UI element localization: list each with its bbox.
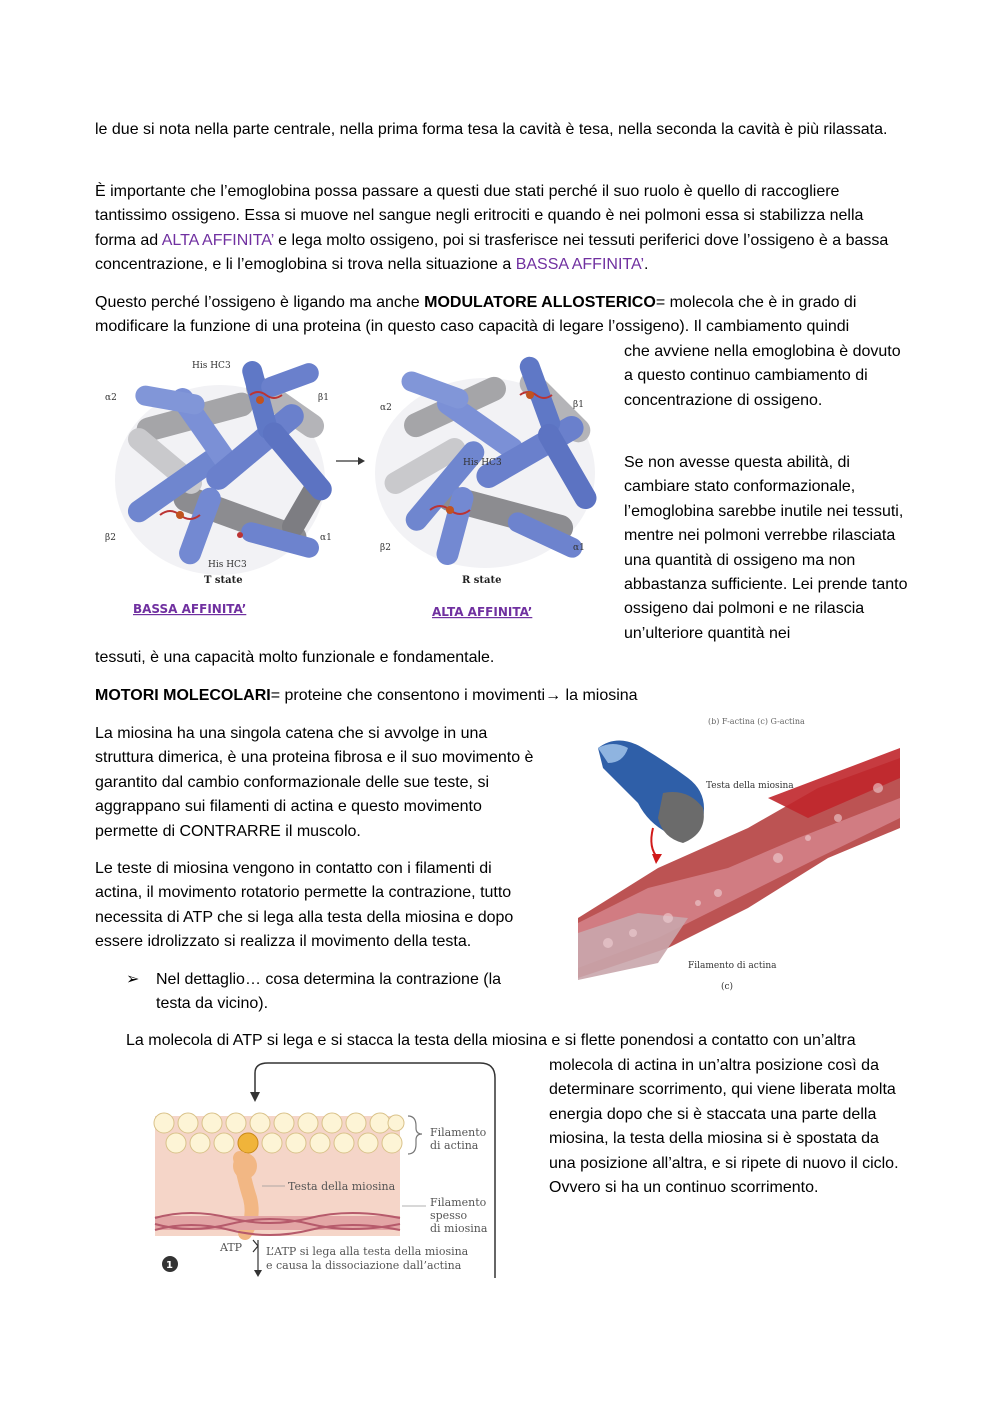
paragraph-6: La miosina ha una singola catena che si avvolge in una struttura dimerica, è una proteina fibrosa e il suo movimento è garantito dal cambio conformazionale delle sue teste, si aggrappano sui filamenti di actina e questo movimento permette di CONTRARRE il muscolo. bbox=[95, 725, 534, 840]
paragraph-2-text-a: È importante che l’emoglobina possa passare a questi due stati perché il suo ruolo è quello di raccogliere tantissimo ossigeno. Essa si muove nel sangue negli eritrociti e quando è nei polmoni essa si stabilizza nella forma ad bbox=[95, 183, 864, 249]
paragraph-7: Le teste di miosina vengono in contatto con i filamenti di actina, il movimento rotatorio permette la contrazione, tutto necessita di ATP che si lega alla testa della miosina e dopo essere idrolizzato si realizza il movimento della testa. bbox=[95, 860, 514, 951]
actin-label-line2: di actina bbox=[430, 1139, 479, 1152]
alpha1-label: α1 bbox=[320, 533, 332, 543]
step-caption-line1: L’ATP si lega alla testa della miosina bbox=[266, 1245, 469, 1258]
paragraph-4-end: tessuti, è una capacità molto funzionale e fondamentale. bbox=[95, 649, 495, 666]
paragraph-5-text-b: = proteine che consentono i movimenti bbox=[270, 687, 546, 704]
paragraph-3-text-a: Questo perché l’ossigeno è ligando ma anche bbox=[95, 294, 425, 311]
paragraph-2 bbox=[95, 180, 905, 278]
hemoglobin-states-figure bbox=[100, 355, 615, 630]
paragraph-3-continuation: che avviene nella emoglobina è dovuto a questo continuo cambiamento di concentrazione di ossigeno. bbox=[624, 343, 901, 409]
bassa-affinita-term: BASSA AFFINITA’ bbox=[515, 256, 645, 274]
bullet-arrow-icon: ➢ bbox=[126, 971, 140, 988]
paragraph-8: La molecola di ATP si lega e si stacca la testa della miosina e si flette ponendosi a contatto con un’altra bbox=[126, 1032, 856, 1049]
atp-label: ATP bbox=[220, 1241, 243, 1254]
alta-affinita-label: ALTA AFFINITA’ bbox=[432, 605, 533, 619]
r-alpha2-label: α2 bbox=[380, 403, 392, 413]
bassa-affinita-label: BASSA AFFINITA’ bbox=[133, 602, 247, 616]
actin-label-line1: Filamento bbox=[430, 1126, 487, 1139]
r-his-hc3-label: His HC3 bbox=[463, 458, 502, 468]
r-beta1-label: β1 bbox=[573, 400, 584, 410]
alta-affinita-term: ALTA AFFINITA’ bbox=[161, 231, 274, 249]
alpha2-label: α2 bbox=[105, 393, 117, 403]
thick-label-line3: di miosina bbox=[430, 1222, 488, 1235]
r-beta2-label: β2 bbox=[380, 543, 391, 553]
paragraph-5-text-c: la miosina bbox=[561, 687, 638, 704]
actin-filament-label: Filamento di actina bbox=[688, 961, 777, 971]
step-caption-line2: e causa la dissociazione dall’actina bbox=[266, 1259, 462, 1272]
t-state-molecule bbox=[115, 359, 336, 575]
paragraph-3 bbox=[95, 291, 905, 340]
paragraph-4: Se non avesse questa abilità, di cambiare stato conformazionale, l’emoglobina sarebbe inutile nei tessuti, mentre nei polmoni verrebbe rilasciata una quantità di ossigeno ma non abbastanza sufficiente. Lei prende tanto ossigeno dai polmoni e ne rilascia un’ulteriore quantità nei bbox=[624, 454, 908, 642]
t-state-label: T state bbox=[204, 575, 243, 586]
step-number: 1 bbox=[166, 1260, 173, 1271]
thick-label-line1: Filamento bbox=[430, 1196, 487, 1209]
paragraph-3-text-c: = molecola che è in grado di modificare la funzione di una proteina (in questo caso capacità di legare l’ossigeno). Il cambiamento quindi bbox=[95, 294, 857, 336]
paragraph-2-text-c: e lega molto ossigeno, poi si trasferisce nei tessuti periferici dove l’ossigeno è a bassa concentrazione, e li l’emoglobina si trova nella situazione a bbox=[95, 231, 889, 274]
myosin-actin-figure bbox=[578, 718, 900, 998]
paragraph-1: le due si nota nella parte centrale, nella prima forma tesa la cavità è tesa, nella seconda la cavità è più rilassata. bbox=[95, 121, 888, 138]
motori-molecolari-term: MOTORI MOLECOLARI bbox=[95, 687, 271, 704]
myosin-figure-header: (b) F-actina (c) G-actina bbox=[708, 718, 805, 726]
myosin-cycle-figure bbox=[150, 1058, 500, 1280]
paragraph-5 bbox=[95, 684, 905, 708]
his-hc3-top-label: His HC3 bbox=[192, 361, 231, 371]
right-arrow-icon: → bbox=[545, 687, 562, 704]
myosin-head-label: Testa della miosina bbox=[706, 781, 794, 791]
paragraph-2-text-e: . bbox=[644, 256, 649, 274]
myosin-head-label-cycle: Testa della miosina bbox=[288, 1180, 396, 1193]
bullet-item: Nel dettaglio… cosa determina la contrazione (la testa da vicino). bbox=[156, 971, 502, 1013]
beta2-label: β2 bbox=[105, 533, 116, 543]
his-hc3-bottom-label: His HC3 bbox=[208, 560, 247, 570]
paragraph-8-continuation: molecola di actina in un’altra posizione così da determinare scorrimento, qui viene liberata molta energia dopo che si è staccata una parte della miosina, la testa della miosina si è spostata da una posizione all’altra, e si ripete di nuovo il ciclo. Ovvero si ha un continuo scorrimento. bbox=[549, 1057, 899, 1197]
panel-c-label: (c) bbox=[721, 982, 734, 992]
beta1-label: β1 bbox=[318, 393, 329, 403]
r-alpha1-label: α1 bbox=[573, 543, 585, 553]
thick-label-line2: spesso bbox=[430, 1209, 468, 1222]
modulatore-allosterico-term: MODULATORE ALLOSTERICO bbox=[424, 294, 656, 311]
r-state-label: R state bbox=[462, 575, 502, 586]
